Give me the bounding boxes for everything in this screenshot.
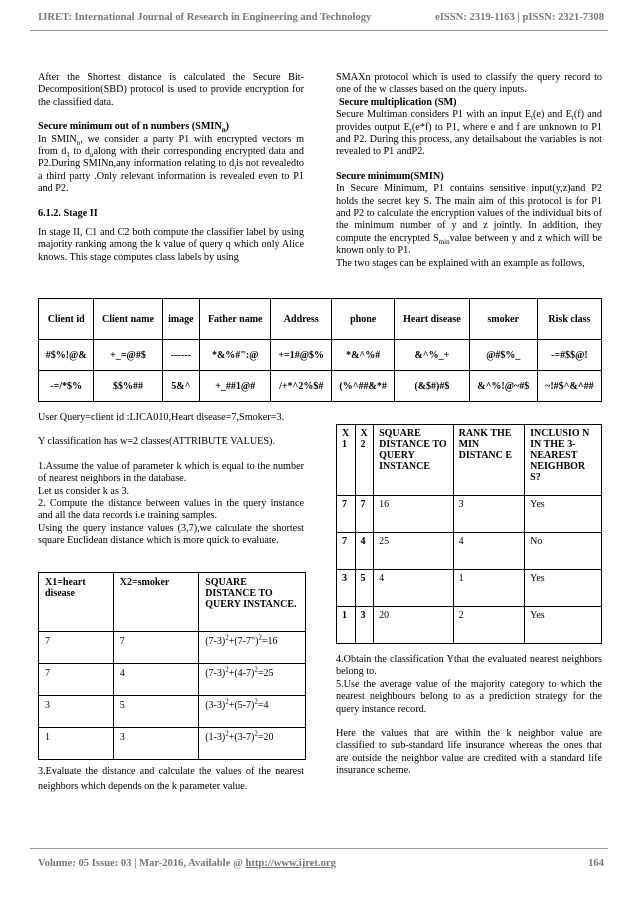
stage2-heading: 6.1.2. Stage II (38, 207, 98, 219)
header-cell: SQUARE DISTANCE TO QUERY INSTANCE. (199, 573, 306, 632)
header-cell: Client id (39, 299, 94, 340)
cell: 7 (113, 632, 198, 664)
cell: 7 (337, 533, 356, 570)
cell: *&%#":@ (200, 340, 271, 371)
header-cell: Client name (94, 299, 162, 340)
square-distance-table (38, 572, 306, 760)
k-value: Let us consider k as 3. (38, 485, 130, 497)
y-classification: Y classification has w=2 classes(ATTRIBUTE VALUES). (38, 436, 275, 448)
cell: 7 (337, 496, 356, 533)
cell: +_##1@# (200, 371, 271, 402)
left-column-lower (38, 412, 304, 548)
header-cell: Address (271, 299, 332, 340)
table-row (337, 533, 602, 570)
cell: 1 (39, 728, 114, 760)
issn: eISSN: 2319-1163 | pISSN: 2321-7308 (435, 12, 604, 23)
page-header (38, 12, 604, 23)
cell: (%^##&*# (332, 371, 395, 402)
cell: ~!#$^&^## (537, 371, 601, 402)
cell: 25 (374, 533, 454, 570)
cell: #$%!@& (39, 340, 94, 371)
step-2: 2. Compute the distance between values in the query instance and all the data records i.e training samples. (38, 498, 304, 522)
header-cell: Heart disease (395, 299, 470, 340)
cell: (&$#)#$ (395, 371, 470, 402)
step-3: 3.Evaluate the distance and calculate the values of the nearest neighbors which depends on the k parameter value. (38, 766, 304, 792)
page-number: 164 (588, 858, 604, 869)
stage2-paragraph: In stage II, C1 and C2 both compute the classifier label by using majority ranking among the k value of query q which only Alice knows. This stage computes class labels by using (38, 227, 304, 263)
table-row (39, 696, 306, 728)
right-column-upper (336, 72, 602, 270)
header-cell: X1=heart disease (39, 573, 114, 632)
table-row (39, 632, 306, 664)
cell: $(3-3)^2+(5-7)^2=4$ (199, 696, 306, 728)
step-5: 5.Use the average value of the majority category to which the nearest neighbours belong to as a prediction strategy for the query instance record. (336, 678, 602, 715)
journal-title: IJRET: International Journal of Research in Engineering and Technology (38, 12, 372, 23)
user-query: User Query=client id :LICA010,Heart disease=7,Smoker=3. (38, 412, 285, 423)
header-cell: smoker (469, 299, 537, 340)
cell: 2 (453, 607, 525, 644)
table-header-row (39, 299, 602, 340)
cell: -=#$$@! (537, 340, 601, 371)
cell: 7 (355, 496, 374, 533)
cell: 4 (374, 570, 454, 607)
table-row (337, 496, 602, 533)
header-cell: INCLUSIO N IN THE 3-NEAREST NEIGHBOR S? (525, 425, 602, 496)
header-cell: X 2 (355, 425, 374, 496)
page-footer (38, 858, 604, 869)
cell: 7 (39, 664, 114, 696)
header-rule (30, 30, 608, 31)
header-cell: Father name (200, 299, 271, 340)
cell: 7 (39, 632, 114, 664)
cell: 4 (355, 533, 374, 570)
sm-paragraph: Secure Multiman considers P1 with an input $E_t(e)$ and $E_t(f)$ and provides output $E_t(e*f)$ to P1, where e and f are unknown to P1 and P2. During this process, any detailsabout the variables is not revealed to P1 andP2. (336, 109, 603, 158)
cell: $(1-3)^2+(3-7)^2=20$ (199, 728, 306, 760)
header-cell: X 1 (337, 425, 356, 496)
cell: Yes (525, 496, 602, 533)
cell: 1 (337, 607, 356, 644)
table-row (39, 728, 306, 760)
sbd-paragraph: After the Shortest distance is calculated the Secure Bit-Decomposition(SBD) protocol is used to provide encryption for the classified data. (38, 72, 304, 108)
cell: 16 (374, 496, 454, 533)
table-header-row (39, 573, 306, 632)
cell: -=/*$% (39, 371, 94, 402)
cell: $(7-3)^2+(7-7")^2=16$ (199, 632, 306, 664)
cell: ------ (162, 340, 200, 371)
client-table (38, 298, 602, 402)
cell: Yes (525, 570, 602, 607)
smin-n-heading: Secure minimum out of n numbers $(SMIN_n)$ (38, 121, 230, 135)
cell: 1 (453, 570, 525, 607)
smaxn-paragraph: SMAXn protocol which is used to classify the query record to one of the w classes based on the query inputs. (336, 72, 602, 96)
header-cell: SQUARE DISTANCE TO QUERY INSTANCE (374, 425, 454, 496)
header-cell: image (162, 299, 200, 340)
cell: &^%_+ (395, 340, 470, 371)
rank-table (336, 424, 602, 644)
left-column-upper (38, 72, 304, 264)
cell: 3 (39, 696, 114, 728)
smin-paragraph: In Secure Minimum, P1 contains sensitive input(y,z)and P2 holds the secret key S. The main aim of this protocol is for P1 and P2 to calculate the encryption values of the individual bits of the minimum number of y and z jointly. In addition, they compute the encrypted $S_{min}value$ between y and z which will be known only to P1. (336, 183, 603, 257)
header-cell: RANK THE MIN DISTANC E (453, 425, 525, 496)
cell: 5&^ (162, 371, 200, 402)
step-4: 4.Obtain the classification Ythat the evaluated nearest neighbors belong to. (336, 654, 602, 678)
two-stages-paragraph: The two stages can be explained with an example as follows, (336, 257, 585, 269)
footer-rule (30, 848, 608, 849)
cell: 5 (113, 696, 198, 728)
smin-heading: Secure minimum(SMIN) (336, 170, 444, 182)
cell: 4 (113, 664, 198, 696)
cell: No (525, 533, 602, 570)
step-3-block (38, 764, 304, 794)
smin-n-paragraph: In $SMIN_n$, we consider a party P1 with encrypted vectors m from $d_1$ to $d_nalong$ with their corresponding encrypted data and P2.During SMINn,any information relating to $d_iis$ not revealedto a third party .Only relevant information is revealed even to P1 and P2. (38, 133, 304, 195)
cell: 4 (453, 533, 525, 570)
cell: 3 (337, 570, 356, 607)
table-row (39, 340, 602, 371)
using-query: Using the query instance values (3,7),we calculate the shortest square Euclidean distance which is more quick to evaluate. (38, 522, 304, 547)
volume-info: Volume: 05 Issue: 03 | Mar-2016, Available @ http://www.ijret.org (38, 858, 336, 869)
cell: *&^%# (332, 340, 395, 371)
table-row (39, 664, 306, 696)
cell: &^%!@~#$ (469, 371, 537, 402)
cell: @#$%_ (469, 340, 537, 371)
cell: 3 (453, 496, 525, 533)
header-cell: X2=smoker (113, 573, 198, 632)
cell: $$%## (94, 371, 162, 402)
conclusion-paragraph: Here the values that are within the k neighbor value are classified to sub-standard life insurance whereas the ones that are outside the neighbor value are credited with a standard life insurance scheme. (336, 728, 602, 777)
cell: +=1#@$% (271, 340, 332, 371)
cell: 3 (113, 728, 198, 760)
cell: +_=@#$ (94, 340, 162, 371)
header-cell: phone (332, 299, 395, 340)
table-row (337, 570, 602, 607)
sm-heading: Secure multiplication (SM) (339, 96, 457, 108)
cell: $(7-3)^2+(4-7)^2=25$ (199, 664, 306, 696)
cell: Yes (525, 607, 602, 644)
header-cell: Risk class (537, 299, 601, 340)
cell: /+*^2%$# (271, 371, 332, 402)
cell: 3 (355, 607, 374, 644)
step-1: 1.Assume the value of parameter k which is equal to the number of nearest neighbors in the database. (38, 460, 304, 485)
right-column-lower (336, 654, 602, 778)
cell: 20 (374, 607, 454, 644)
table-row (39, 371, 602, 402)
table-row (337, 607, 602, 644)
table-header-row (337, 425, 602, 496)
journal-link[interactable]: http://www.ijret.org (245, 858, 336, 869)
cell: 5 (355, 570, 374, 607)
